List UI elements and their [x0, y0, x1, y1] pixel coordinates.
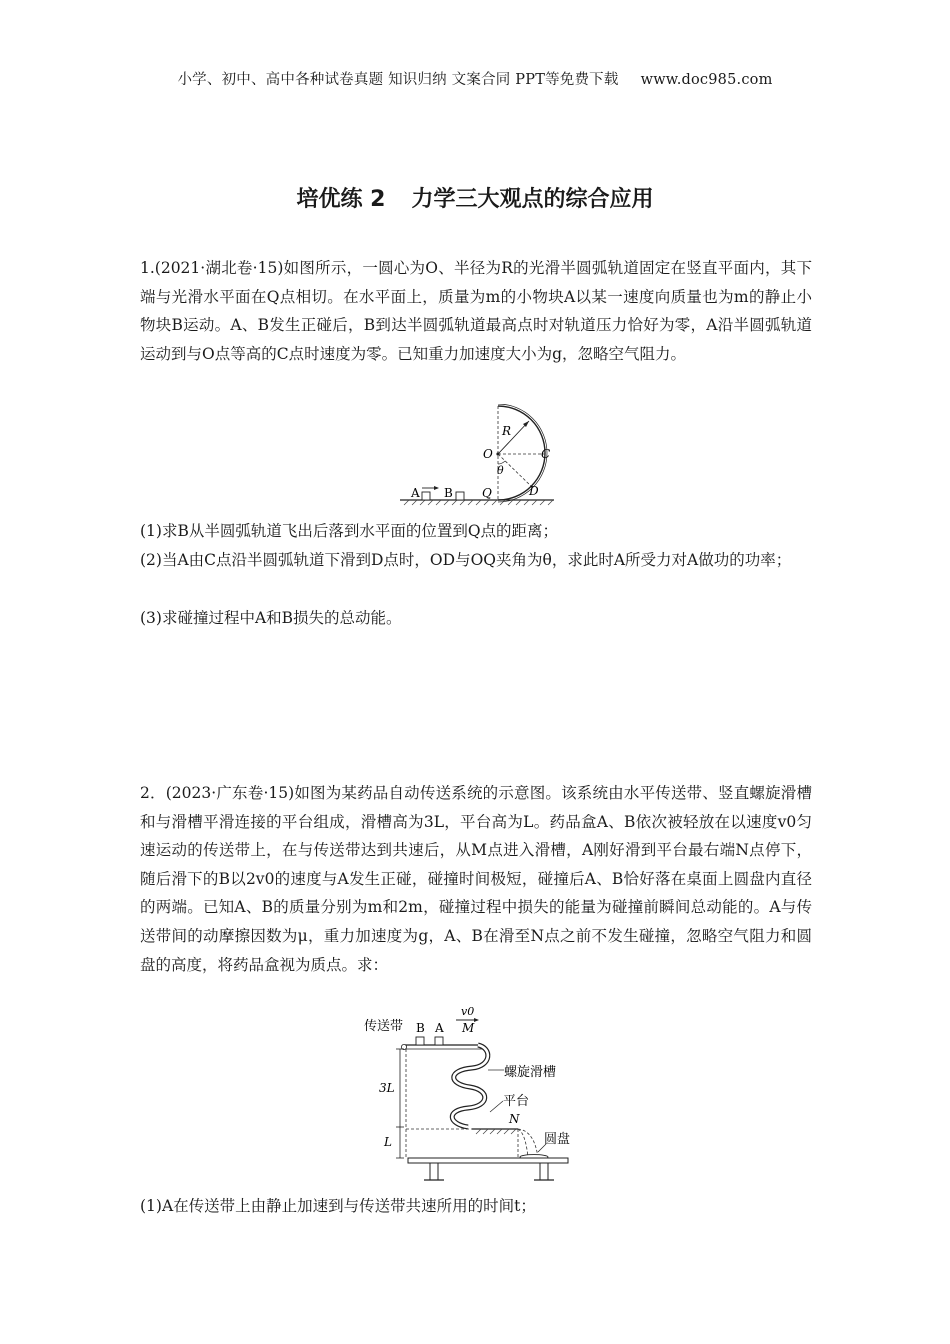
label-q: Q [482, 486, 492, 500]
problem1-q2: (2)当A由C点沿半圆弧轨道下滑到D点时，OD与OQ夹角为θ，求此时A所受力对A做功的功率； [140, 551, 792, 569]
problem2-stem: 2．(2023·广东卷·15)如图为某药品自动传送系统的示意图。该系统由水平传送带、竖直螺旋滑槽和与滑槽平滑连接的平台组成，滑槽高为3L，平台高为L。药品盒A、B依次被轻放在以速度v0匀速运动的传送带上，在与传送带达到共速后，从M点进入滑槽，A刚好滑到平台最右端N点停下，随后滑下的B以2v0的速度与A发生正碰，碰撞时间极短，碰撞后A、B恰好落在桌面上圆盘内直径的两端。已知A、B的质量分别为m和2m，碰撞过程中损失的能量为碰撞前瞬间总动能的。A与传送带间的动摩擦因数为μ，重力加速度为g，A、B在滑至N点之前不发生碰撞，忽略空气阻力和圆盘的高度，将药品盒视为质点。求： [140, 784, 812, 974]
label-d: D [529, 484, 539, 498]
table-top [408, 1158, 568, 1163]
box-b [416, 1037, 424, 1045]
semicircle-track-outer [498, 404, 547, 502]
velocity-arrowhead [434, 486, 439, 490]
trajectory-1 [518, 1129, 538, 1158]
title-main: 力学三大观点的综合应用 [411, 187, 654, 212]
page-header [0, 68, 950, 89]
label-3l: 3L [379, 1081, 395, 1095]
label-c: C [541, 447, 551, 461]
block-b [456, 492, 464, 500]
problem2-figure [360, 1000, 580, 1190]
label-box-a: A [435, 1021, 444, 1035]
label-v0: v0 [461, 1005, 475, 1018]
header-text: 小学、初中、高中各种试卷真题 知识归纳 文案合同 PPT等免费下载 [177, 72, 619, 88]
label-b: B [444, 486, 453, 500]
problem2-q1: (1)A在传送带上由静止加速到与传送带共速所用的时间t； [140, 1197, 536, 1215]
table-leg-left [430, 1163, 438, 1180]
disk-leader [538, 1144, 546, 1152]
page-title [0, 182, 950, 213]
trajectory-2 [518, 1129, 528, 1158]
label-disk: 圆盘 [544, 1132, 571, 1147]
problem1-q1: (1)求B从半圆弧轨道飞出后落到水平面的位置到Q点的距离； [140, 522, 559, 540]
label-platform: 平台 [503, 1094, 530, 1109]
label-n: N [509, 1112, 520, 1126]
label-m: M [462, 1021, 475, 1035]
problem1-q3: (3)求碰撞过程中A和B损失的总动能。 [140, 609, 402, 627]
header-site[interactable]: www.doc985.com [640, 72, 773, 88]
problem1-figure [398, 404, 558, 508]
label-chute: 螺旋滑槽 [504, 1065, 557, 1080]
label-belt: 传送带 [364, 1019, 404, 1034]
label-l: L [384, 1135, 392, 1149]
label-theta: θ [497, 464, 504, 477]
label-o: O [483, 447, 493, 461]
platform-leader [490, 1101, 503, 1112]
ground-hatch [404, 500, 553, 505]
label-a: A [411, 486, 420, 500]
title-prefix: 培优练 2 [296, 187, 386, 212]
label-box-b: B [416, 1021, 425, 1035]
platform-hatch [476, 1129, 516, 1134]
v0-arrowhead [474, 1018, 479, 1022]
problem1-stem: 1.(2021·湖北卷·15)如图所示，一圆心为O、半径为R的光滑半圆弧轨道固定在竖直平面内，其下端与光滑水平面在Q点相切。在水平面上，质量为m的小物块A以某一速度向质量也为m的静止小物块B运动。A、B发生正碰后，B到达半圆弧轨道最高点时对轨道压力恰好为零，A沿半圆弧轨道运动到与O点等高的C点时速度为零。已知重力加速度大小为g，忽略空气阻力。 [140, 259, 812, 363]
center-dot [496, 452, 499, 455]
label-r: R [502, 424, 512, 438]
spiral-chute-inner [452, 1045, 488, 1127]
box-a [435, 1037, 443, 1045]
table-leg-right [540, 1163, 548, 1180]
block-a [422, 492, 430, 500]
